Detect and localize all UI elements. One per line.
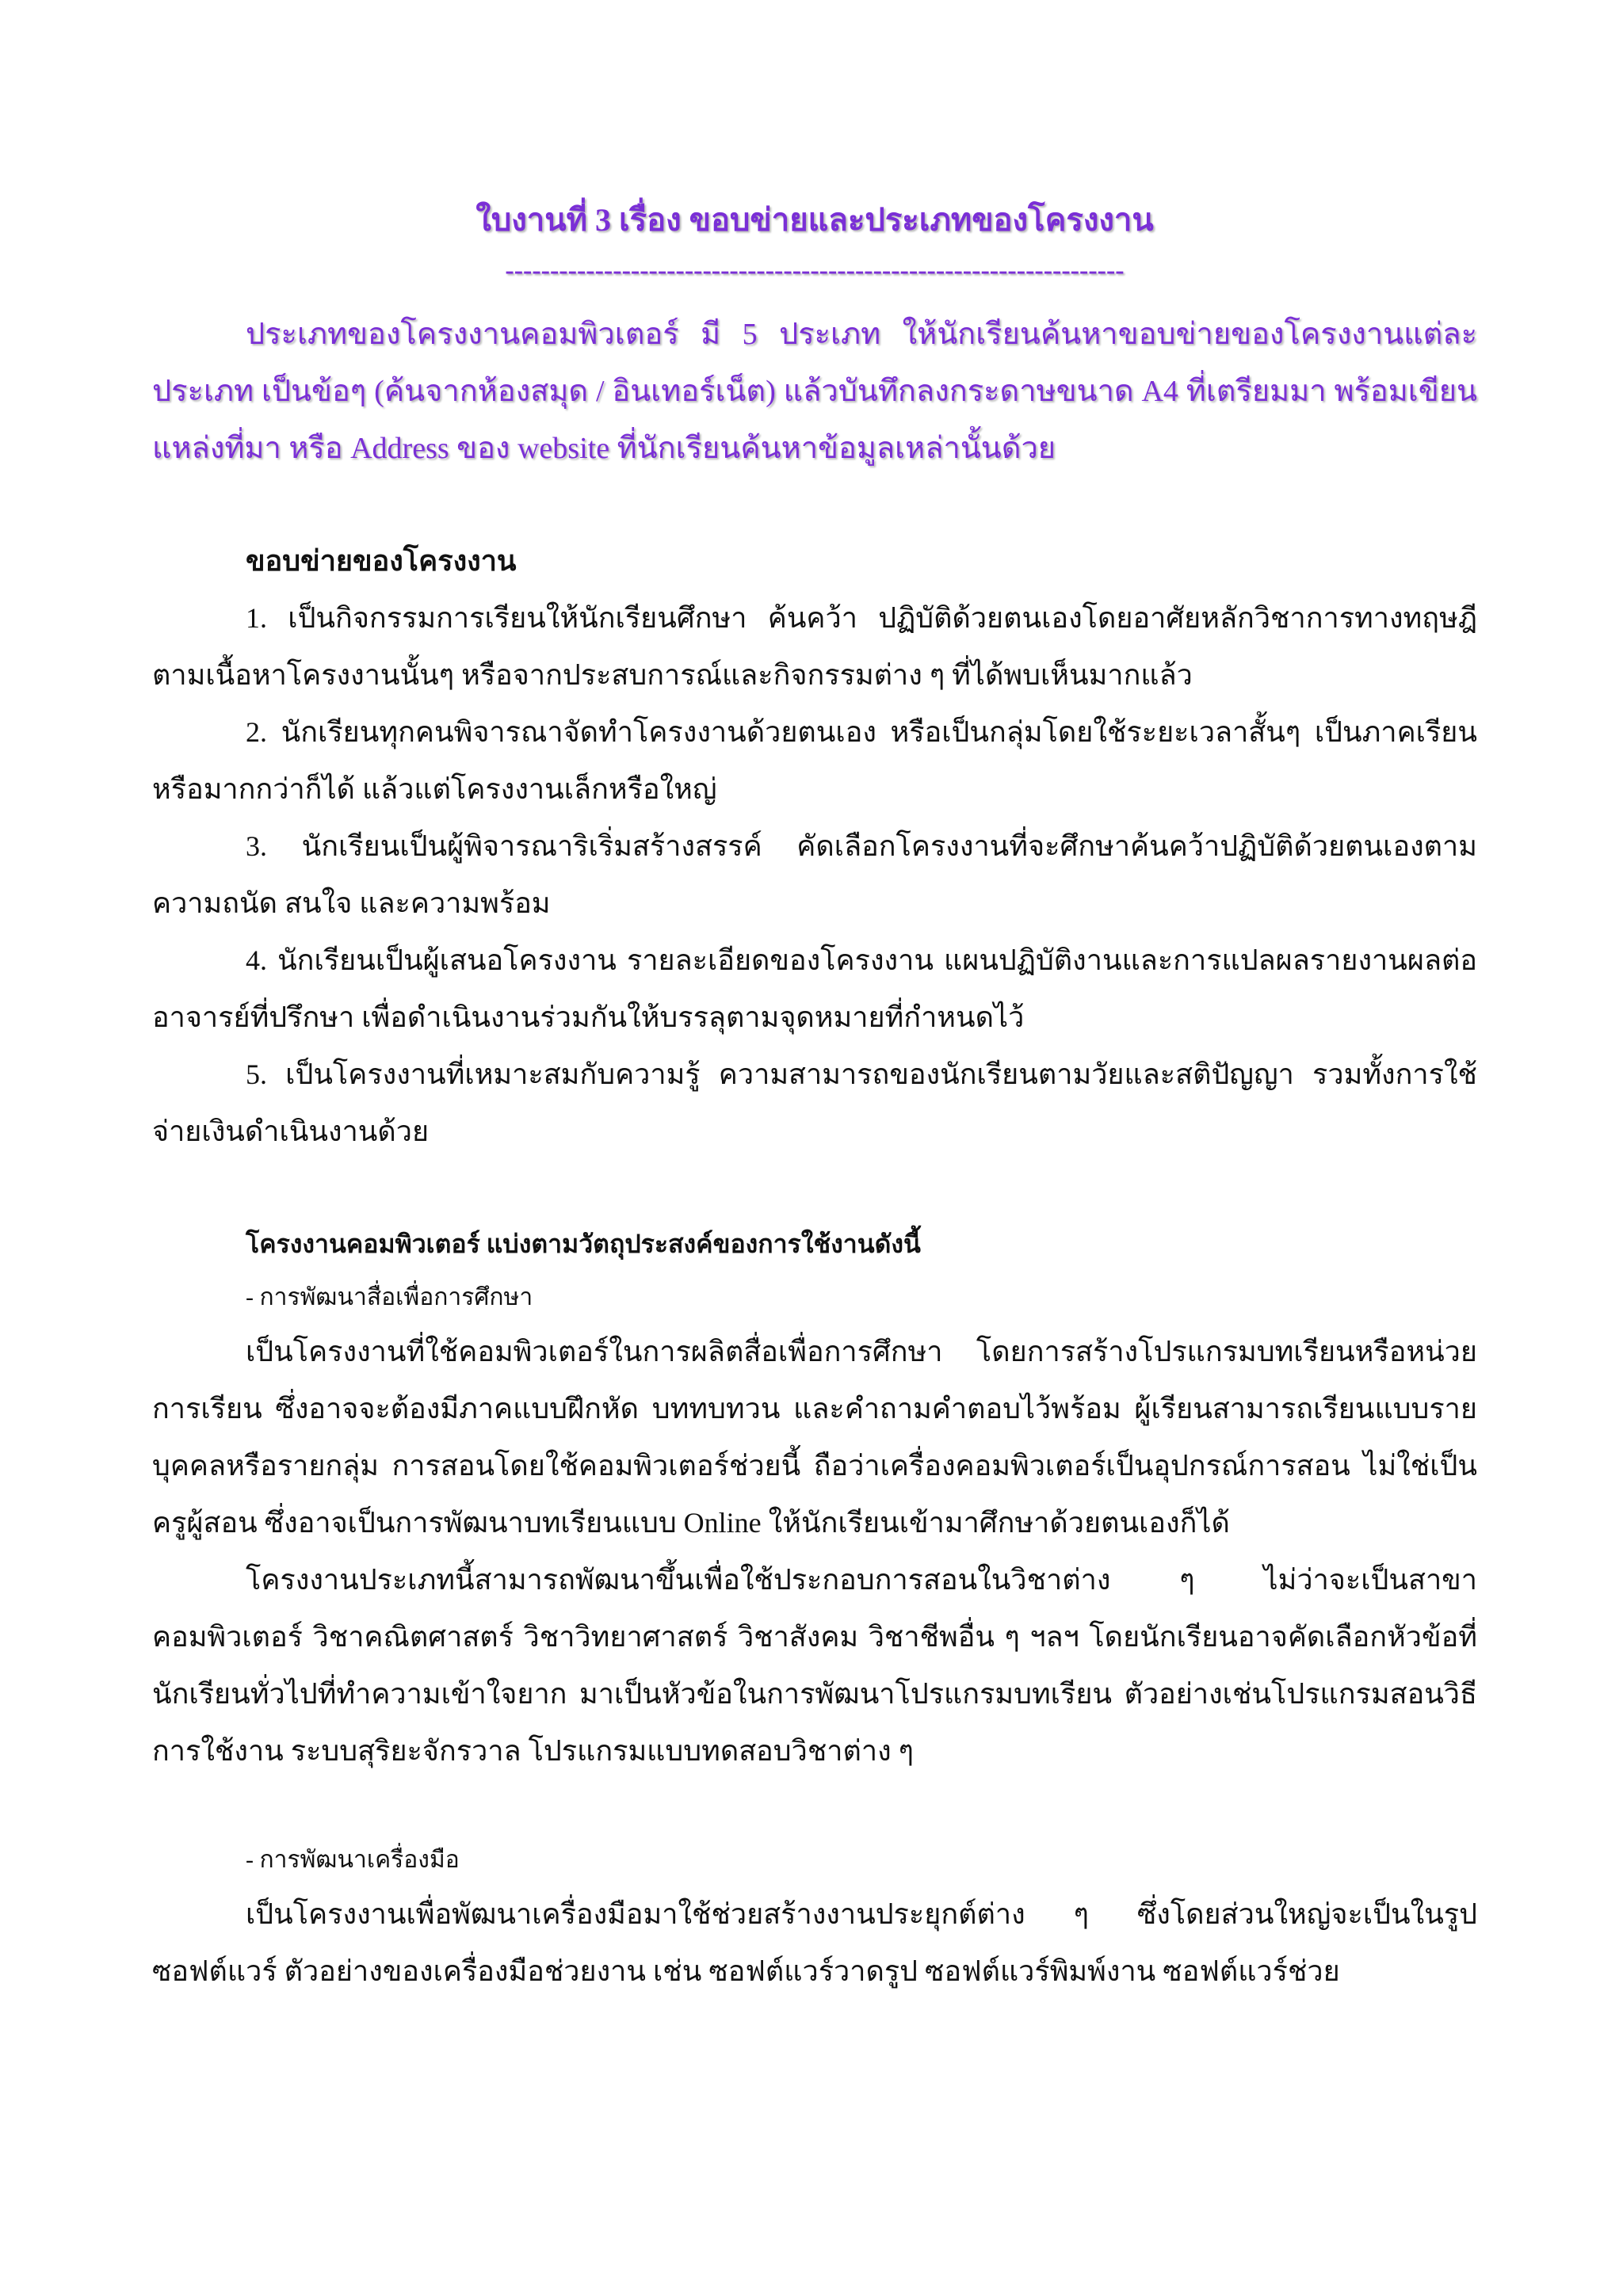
instructions-paragraph: ประเภทของโครงงานคอมพิวเตอร์ มี 5 ประเภท ให้นักเรียนค้นหาขอบข่ายของโครงงานแต่ละประเภท เป็นข้อๆ (ค้นจากห้องสมุด / อินเทอร์เน็ต) แล้วบันทึกลงกระดาษขนาด A4 ที่เตรียมมา พร้อมเขียน แหล่งที่มา หรือ Address ของ website ที่นักเรียนค้นหาข้อมูลเหล่านั้นด้วย xyxy=(152,318,1477,465)
section-spacer xyxy=(152,1160,1477,1215)
educational-media-paragraph-1: เป็นโครงงานที่ใช้คอมพิวเตอร์ในการผลิตสื่อเพื่อการศึกษา โดยการสร้างโปรแกรมบทเรียนหรือหน่วยการเรียน ซึ่งอาจจะต้องมีภาคแบบฝึกหัด บททบทวน และคำถามคำตอบไว้พร้อม ผู้เรียนสามารถเรียนแบบรายบุคคลหรือรายกลุ่ม การสอนโดยใช้คอมพิวเตอร์ช่วยนี้ ถือว่าเครื่องคอมพิวเตอร์เป็นอุปกรณ์การสอน ไม่ใช่เป็นครูผู้สอน ซึ่งอาจเป็นการพัฒนาบทเรียนแบบ Online ให้นักเรียนเข้ามาศึกษาด้วยตนเองก็ได้ xyxy=(152,1336,1477,1539)
project-types-heading: โครงงานคอมพิวเตอร์ แบ่งตามวัตถุประสงค์ของการใช้งานดังนี้ xyxy=(246,1230,921,1258)
scope-heading: ขอบข่ายของโครงงาน xyxy=(246,545,517,577)
scope-item-1: 1. เป็นกิจกรรมการเรียนให้นักเรียนศึกษา ค้นคว้า ปฏิบัติด้วยตนเองโดยอาศัยหลักวิชาการทางทฤษฎีตามเนื้อหาโครงงานนั้นๆ หรือจากประสบการณ์และกิจกรรมต่าง ๆ ที่ได้พบเห็นมากแล้ว xyxy=(152,602,1477,691)
type-label-educational-media: - การพัฒนาสื่อเพื่อการศึกษา xyxy=(246,1284,533,1310)
title-divider: --------------------------------------------------------------------- xyxy=(505,256,1125,285)
scope-item-4: 4. นักเรียนเป็นผู้เสนอโครงงาน รายละเอียดของโครงงาน แผนปฏิบัติงานและการแปลผลรายงานผลต่ออาจารย์ที่ปรึกษา เพื่อดำเนินงานร่วมกันให้บรรลุตามจุดหมายที่กำหนดไว้ xyxy=(152,944,1477,1033)
scope-item-5: 5. เป็นโครงงานที่เหมาะสมกับความรู้ ความสามารถของนักเรียนตามวัยและสติปัญญา รวมทั้งการใช้จ่ายเงินดำเนินงานด้วย xyxy=(152,1058,1477,1147)
document-content xyxy=(152,198,1477,2000)
tool-development-paragraph-1: เป็นโครงงานเพื่อพัฒนาเครื่องมือมาใช้ช่วยสร้างงานประยุกต์ต่าง ๆ ซึ่งโดยส่วนใหญ่จะเป็นในรูปซอฟต์แวร์ ตัวอย่างของเครื่องมือช่วยงาน เช่น ซอฟต์แวร์วาดรูป ซอฟต์แวร์พิมพ์งาน ซอฟต์แวร์ช่วย xyxy=(152,1898,1477,1987)
scope-item-3: 3. นักเรียนเป็นผู้พิจารณาริเริ่มสร้างสรรค์ คัดเลือกโครงงานที่จะศึกษาค้นคว้าปฏิบัติด้วยตนเองตามความถนัด สนใจ และความพร้อม xyxy=(152,830,1477,919)
scope-item-2: 2. นักเรียนทุกคนพิจารณาจัดทำโครงงานด้วยตนเอง หรือเป็นกลุ่มโดยใช้ระยะเวลาสั้นๆ เป็นภาคเรียน หรือมากกว่าก็ได้ แล้วแต่โครงงานเล็กหรือใหญ่ xyxy=(152,716,1477,805)
type-label-tool-development: - การพัฒนาเครื่องมือ xyxy=(246,1847,460,1873)
worksheet-title: ใบงานที่ 3 เรื่อง ขอบข่ายและประเภทของโครงงาน xyxy=(475,202,1154,238)
section-spacer xyxy=(152,1779,1477,1835)
educational-media-paragraph-2: โครงงานประเภทนี้สามารถพัฒนาขึ้นเพื่อใช้ประกอบการสอนในวิชาต่าง ๆ ไม่ว่าจะเป็นสาขาคอมพิวเตอร์ วิชาคณิตศาสตร์ วิชาวิทยาศาสตร์ วิชาสังคม วิชาชีพอื่น ๆ ฯลฯ โดยนักเรียนอาจคัดเลือกหัวข้อที่นักเรียนทั่วไปที่ทำความเข้าใจยาก มาเป็นหัวข้อในการพัฒนาโปรแกรมบทเรียน ตัวอย่างเช่นโปรแกรมสอนวิธีการใช้งาน ระบบสุริยะจักรวาล โปรแกรมแบบทดสอบวิชาต่าง ๆ xyxy=(152,1564,1477,1767)
